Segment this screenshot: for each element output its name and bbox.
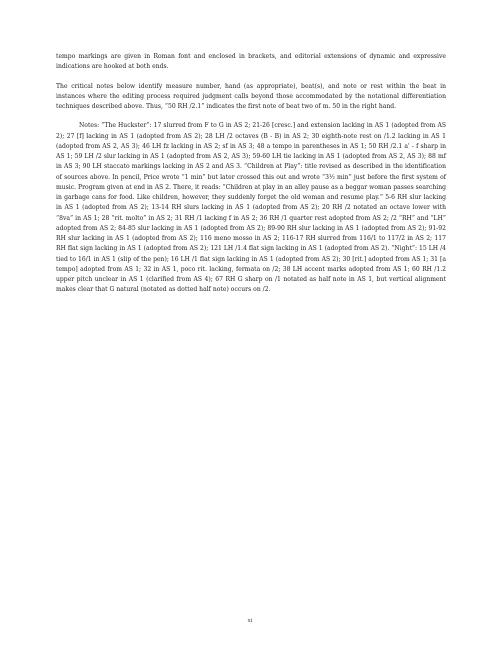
page-number: xi <box>247 618 253 624</box>
document-body <box>56 52 446 305</box>
critical-notes-list: Notes: “The Huckster”: 17 slurred from F to G in AS 2; 21-26 [cresc.] and extension lacking in AS 1 (adopted from AS 2); 27 [f] lacking in AS 1 (adopted from AS 2); 28 LH /2 octaves (B - B) in AS 2; 30 eighth-note rest on /1.2 lacking in AS 1 (adopted from AS 2, AS 3); 46 LH fz lacking in AS 2; sf in AS 3; 48 a tempo in parentheses in AS 1; 50 RH /2.1 a' - f sharp in AS 1; 59 LH /2 slur lacking in AS 1 (adopted from AS 2, AS 3); 59-60 LH tie lacking in AS 1 (adopted from AS 2, AS 3); 88 mf in AS 3; 90 LH staccato markings lacking in AS 2 and AS 3. “Children at Play”: title revised as described in the identification of sources above. In pencil, Price wrote “1 min” but later crossed this out and wrote “3½ min” just before the first system of music. Program given at end in AS 2. There, it reads: “Children at play in an alley pause as a beggar woman passes searching in garbage cans for food. Like children, however, they suddenly forget the old woman and resume play.” 5-6 RH slur lacking in AS 1 (adopted from AS 2); 13-14 RH slurs lacking in AS 1 (adopted from AS 2); 20 RH /2 notated an octave lower with “8va” in AS 1; 28 “rit. molto” in AS 2; 31 RH /1 lacking f in AS 2; 36 RH /1 quarter rest adopted from AS 2; /2 “RH” and “LH” adopted from AS 2; 84-85 slur lacking in AS 1 (adopted from AS 2); 89-90 RH slur lacking in AS 1 (adopted from AS 2); 91-92 RH slur lacking in AS 1 (adopted from AS 2); 116 meno mosso in AS 2; 116-17 RH slurred from 116/1 to 117/2 in AS 2; 117 RH flat sign lacking in AS 1 (adopted from AS 2); 121 LH /1.4 flat sign lacking in AS 1 (adopted from AS 2). “Night”: 15 LH /4 tied to 16/1 in AS 1 (slip of the pen); 16 LH /1 flat sign lacking in AS 1 (adopted from AS 2); 30 [rit.] adopted from AS 1; 31 [a tempo] adopted from AS 1; 32 in AS 1, poco rit. lacking, fermata on /2; 38 LH accent marks adopted from AS 1; 60 RH /1.2 upper pitch unclear in AS 1 (clarified from AS 4); 67 RH G sharp on /1 notated as half note in AS 1, but vertical alignment makes clear that G natural (notated as dotted half note) occurs on /2. <box>56 122 446 294</box>
intro-paragraph: tempo markings are given in Roman font and enclosed in brackets, and editorial extensions of dynamic and expressive indications are hooked at both ends. <box>56 53 446 71</box>
critical-notes-explanation: The critical notes below identify measure number, hand (as appropriate), beat(s), and note or rest within the beat in instances where the editing process required judgment calls beyond those accommodated by the notational differentiation techniques described above. Thus, “50 RH /2.1” indicates the first note of beat two of m. 50 in the right hand. <box>56 82 446 110</box>
